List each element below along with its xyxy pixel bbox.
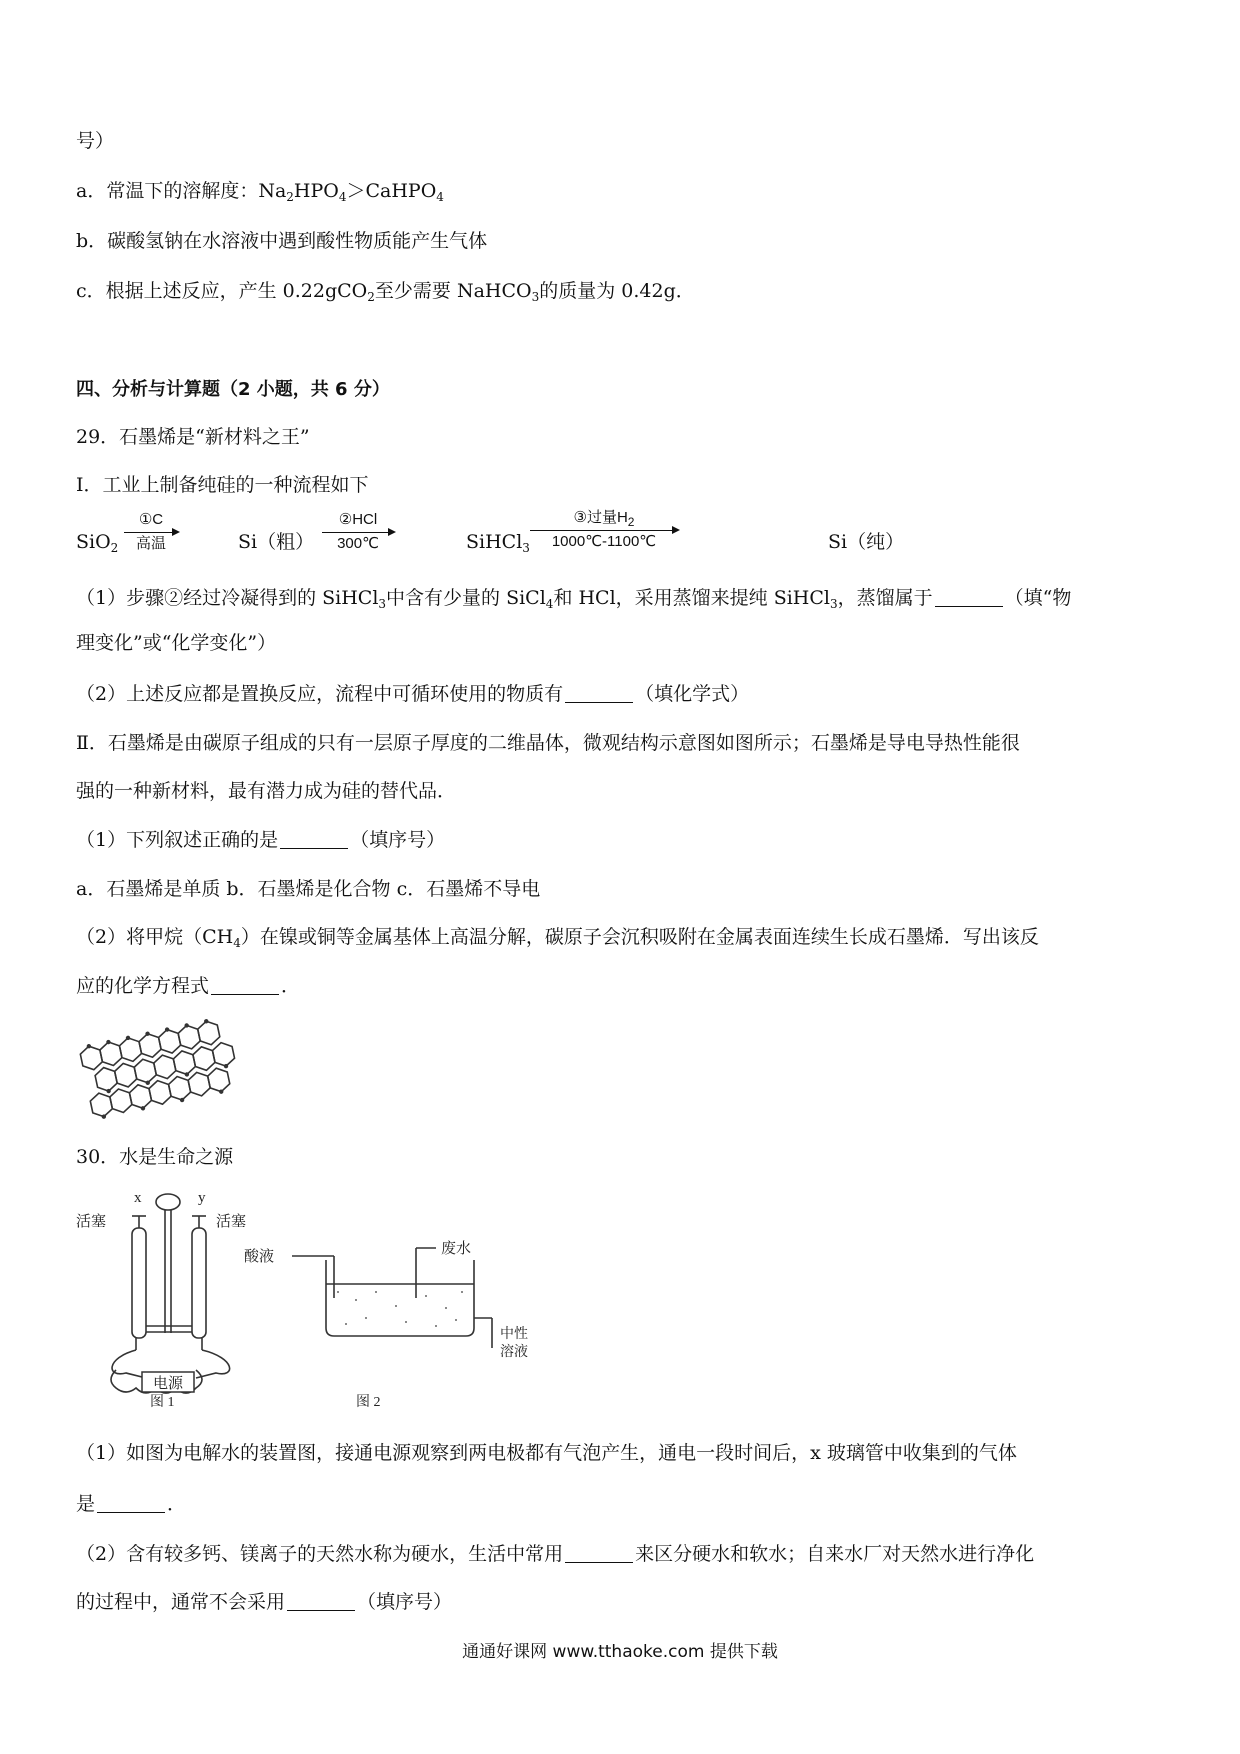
flow-arrow-3: ③过量$H_2$ 1000℃-1100℃	[530, 510, 678, 549]
answer-blank[interactable]	[287, 1592, 355, 1611]
q29-II-options: a．石墨烯是单质 b．石墨烯是化合物 c．石墨烯不导电	[76, 878, 541, 900]
flow-sihcl3: SiHCl$_3$	[466, 531, 530, 555]
flow-arrow-2: ②HCl 300℃	[322, 512, 394, 551]
flow-sio2: SiO$_2$	[76, 531, 119, 555]
section-heading: 四、分析与计算题（2 小题，共 6 分）	[76, 379, 390, 400]
part-I-title: I．工业上制备纯硅的一种流程如下	[76, 474, 369, 496]
answer-blank[interactable]	[211, 976, 279, 995]
valve-y-label: y	[198, 1190, 206, 1206]
text-line: 是 ．	[76, 1493, 187, 1515]
answer-blank[interactable]	[565, 684, 633, 703]
answer-blank[interactable]	[565, 1544, 633, 1563]
question-29-title: 29．石墨烯是“新材料之王”	[76, 426, 310, 448]
right-valve-label: 活塞	[216, 1214, 247, 1230]
page-footer: 通通好课网 www.tthaoke.com 提供下载	[462, 1642, 778, 1662]
flow-si-crude: Si（粗）	[238, 531, 315, 553]
question-30-title: 30．水是生命之源	[76, 1146, 234, 1168]
q29-part2: （2）上述反应都是置换反应，流程中可循环使用的物质有 （填化学式）	[76, 683, 750, 705]
flow-arrow-1: ①C 高温	[124, 512, 178, 551]
figure-2-caption: 图 2	[356, 1395, 381, 1408]
flow-si-pure: Si（纯）	[828, 531, 905, 553]
option-a: a．常温下的溶解度：$Na_2HPO_4>CaHPO_4$	[76, 180, 444, 204]
acid-label: 酸液	[244, 1249, 275, 1265]
waste-water-label: 废水	[441, 1241, 472, 1257]
part-II-text: Ⅱ．石墨烯是由碳原子组成的只有一层原子厚度的二维晶体，微观结构示意图如图所示；石墨烯是导电导热性能很	[76, 732, 1020, 754]
text-line: 强的一种新材料，最有潜力成为硅的替代品．	[76, 780, 457, 802]
answer-blank[interactable]	[935, 588, 1003, 607]
q29-II-part1: （1）下列叙述正确的是 （填序号）	[76, 829, 446, 851]
option-b: b．碳酸氢钠在水溶液中遇到酸性物质能产生气体	[76, 230, 488, 252]
electrolysis-apparatus	[111, 1194, 230, 1393]
neutral-solution-label-1: 中性	[500, 1327, 528, 1342]
text-line: 的过程中，通常不会采用 （填序号）	[76, 1591, 453, 1613]
neutral-solution-label-2: 溶液	[500, 1345, 528, 1360]
graphene-structure-figure	[76, 1018, 244, 1128]
valve-x-label: x	[134, 1190, 142, 1206]
option-c: c．根据上述反应，产生 0.22gCO$_2$至少需要 NaHCO$_3$的质量为 0.42g．	[76, 280, 695, 304]
left-valve-label: 活塞	[76, 1214, 107, 1230]
text-line: 理变化”或“化学变化”）	[76, 632, 277, 654]
q30-part2: （2）含有较多钙、镁离子的天然水称为硬水，生活中常用 来区分硬水和软水；自来水厂对天然水进行净化	[76, 1543, 1035, 1565]
answer-blank[interactable]	[280, 830, 348, 849]
text-line: 号）	[76, 130, 115, 152]
neutralization-tank	[292, 1248, 492, 1348]
water-apparatus-figure	[76, 1188, 546, 1408]
figure-1-caption: 图 1	[150, 1395, 175, 1408]
q29-part1: （1）步骤②经过冷凝得到的 SiHCl$_3$中含有少量的 SiCl$_4$和 HCl，采用蒸馏来提纯 SiHCl$_3$，蒸馏属于 （填“物	[76, 587, 1072, 611]
answer-blank[interactable]	[97, 1494, 165, 1513]
text-line: 应的化学方程式 ．	[76, 975, 301, 997]
q30-part1: （1）如图为电解水的装置图，接通电源观察到两电极都有气泡产生，通电一段时间后，x 玻璃管中收集到的气体	[76, 1442, 1017, 1464]
power-source-label: 电源	[153, 1376, 184, 1392]
q29-II-part2: （2）将甲烷$(CH_4)$在镍或铜等金属基体上高温分解，碳原子会沉积吸附在金属表面连续生长成石墨烯．写出该反	[76, 926, 1039, 950]
